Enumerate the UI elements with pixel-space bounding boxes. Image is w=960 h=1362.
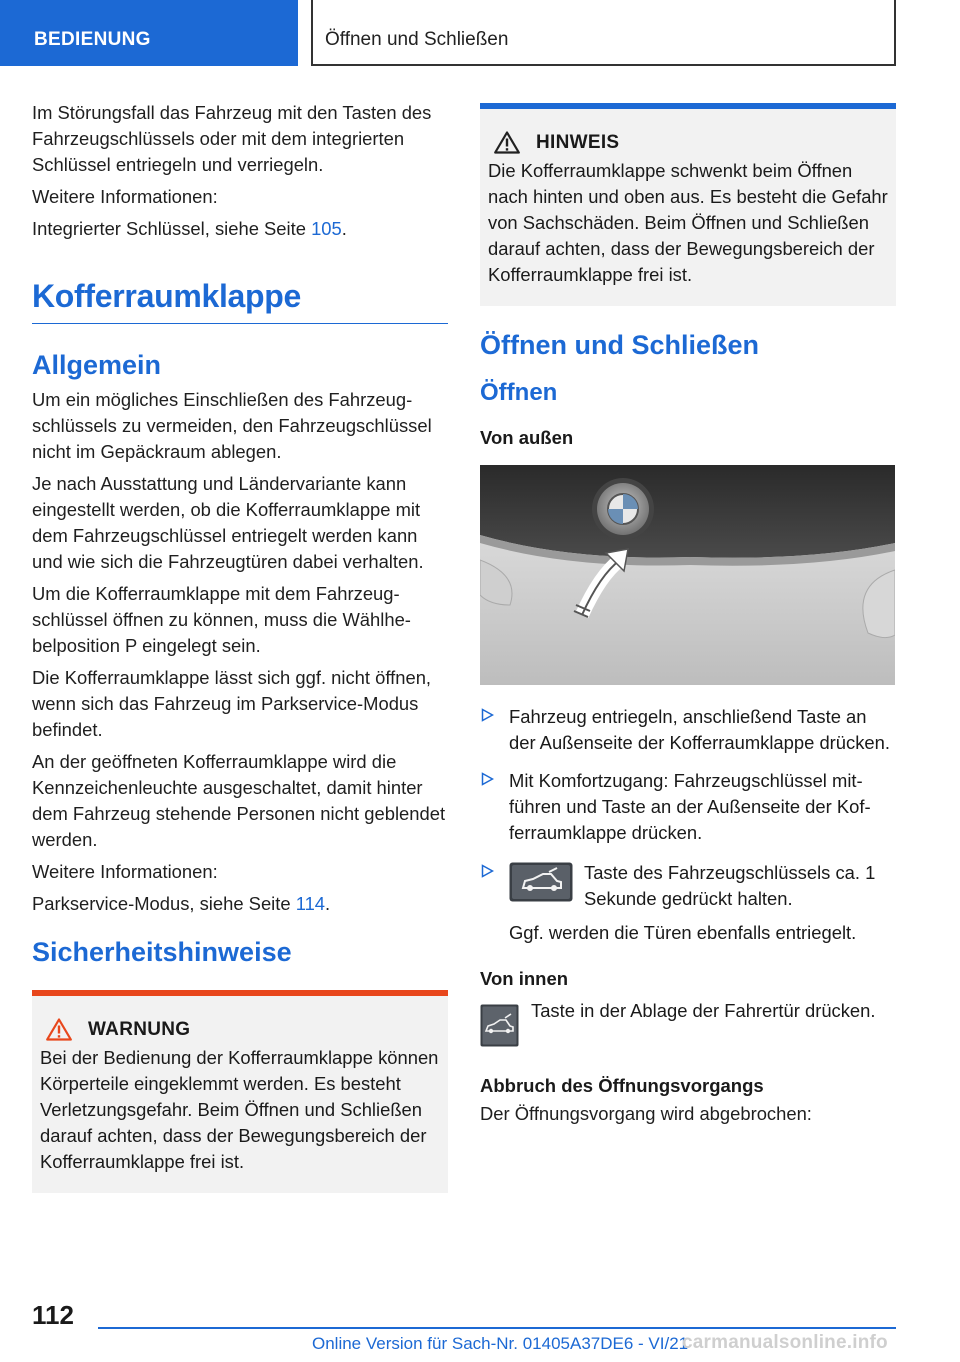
left-column: [32, 100, 448, 1193]
intro-more-info: Weitere Informationen:: [32, 186, 218, 207]
page-link-114[interactable]: 114: [295, 893, 326, 914]
section-tab: [0, 0, 298, 66]
header-title-box: [311, 0, 896, 66]
open-subheading: Öffnen: [480, 379, 558, 406]
inside-label: Von innen: [480, 968, 569, 989]
safety-heading: Sicherheitshinweise: [32, 937, 292, 967]
general-heading: Allgemein: [32, 350, 162, 380]
warning-title: WARNUNG: [88, 1018, 191, 1040]
bullet-item-key: [480, 860, 896, 946]
notice-box: [480, 103, 896, 306]
warning-text: Bei der Bedienung der Kofferraumklappe können Körperteile eingeklemmt werden. Es besteht Verletzungsgefahr. Beim Öffnen und Schließen darauf achten, dass der Bewegungsbereich der Kofferraumklappe frei ist.: [40, 1047, 439, 1172]
notice-icon: [494, 131, 520, 154]
footer-divider: [98, 1327, 896, 1329]
warning-box: [32, 990, 448, 1193]
notice-text: Die Kofferraumklappe schwenkt beim Öffnen nach hinten und oben aus. Es besteht die Gefahr von Sachschäden. Beim Öffnen und Schließen darauf achten, dass der Bewegungsbereich der Kofferraumklappe frei ist.: [488, 160, 888, 285]
open-close-heading: Öffnen und Schließen: [480, 330, 760, 360]
key-bullet-note: Ggf. werden die Türen ebenfalls entriegelt.: [509, 922, 857, 943]
door-trunk-button-icon: [480, 1004, 519, 1047]
abort-text: Der Öffnungsvorgang wird abgebrochen:: [480, 1103, 812, 1124]
section-label: BEDIENUNG: [34, 29, 151, 50]
general-paragraph: Die Kofferraumklappe lässt sich ggf. nicht öffnen, wenn sich das Fahrzeug im Parkservice-Modus befindet.: [32, 667, 432, 740]
online-version-text: Online Version für Sach-Nr. 01405A37DE6 - VI/21: [312, 1334, 689, 1353]
general-more-info: Weitere Informationen:: [32, 861, 218, 882]
general-paragraph: Je nach Ausstattung und Ländervariante kann eingestellt werden, ob die Kofferraumklappe mit dem Fahrzeugschlüssel entriegelt werden kann und wie sich die Fahrzeugtüren dabei verhalten.: [32, 473, 424, 572]
page-link-105[interactable]: 105: [311, 218, 342, 239]
bullet-triangle-icon: [481, 708, 494, 722]
bullet-triangle-icon: [481, 864, 494, 878]
ref-integrated-key: Integrierter Schlüssel, siehe Seite 105.: [32, 218, 347, 239]
right-column: [480, 103, 896, 1133]
general-paragraph: Um die Kofferraumklappe mit dem Fahrzeugschlüssel öffnen zu können, muss die Wählhebelposition P eingelegt sein.: [32, 583, 411, 656]
watermark: carmanualsonline.info: [682, 1332, 888, 1353]
general-paragraph: Um ein mögliches Einschließen des Fahrzeugschlüssels zu vermeiden, den Fahrzeugschlüssel nicht im Gepäckraum ablegen.: [32, 389, 432, 462]
ref-parkservice: Parkservice-Modus, siehe Seite 114.: [32, 893, 331, 914]
trunk-button-photo: [480, 465, 895, 685]
chapter-title: Kofferraumklappe: [32, 278, 448, 324]
bullet-triangle-icon: [481, 772, 494, 786]
outside-label: Von außen: [480, 427, 574, 448]
general-paragraph: An der geöffneten Kofferraumklappe wird die Kennzeichenleuchte ausgeschaltet, damit hinter dem Fahrzeug stehende Personen nicht geblendet werden.: [32, 751, 446, 850]
bullet-item: Fahrzeug entriegeln, anschließend Taste an der Außenseite der Kofferraumklappe drücken.: [480, 704, 896, 756]
page-title: Öffnen und Schließen: [325, 29, 509, 50]
key-trunk-button-icon: [509, 862, 573, 902]
notice-title: HINWEIS: [536, 131, 620, 153]
bullet-item: Mit Komfortzugang: Fahrzeugschlüssel mitführen und Taste an der Außenseite der Kofferraumklappe drücken.: [480, 768, 896, 846]
page-number: 112: [32, 1300, 74, 1330]
abort-label: Abbruch des Öffnungsvorgangs: [480, 1075, 764, 1096]
key-bullet-text: Taste des Fahrzeugschlüssels ca. 1 Sekunde gedrückt halten.: [584, 862, 876, 909]
warning-icon: [46, 1018, 72, 1041]
intro-paragraph: Im Störungsfall das Fahrzeug mit den Tasten des Fahrzeugschlüssels oder mit dem integrierten Schlüssel entriegeln und verriegeln.: [32, 102, 432, 175]
inside-text: Taste in der Ablage der Fahrertür drücken.: [531, 1000, 876, 1021]
inside-row: [480, 998, 896, 1047]
